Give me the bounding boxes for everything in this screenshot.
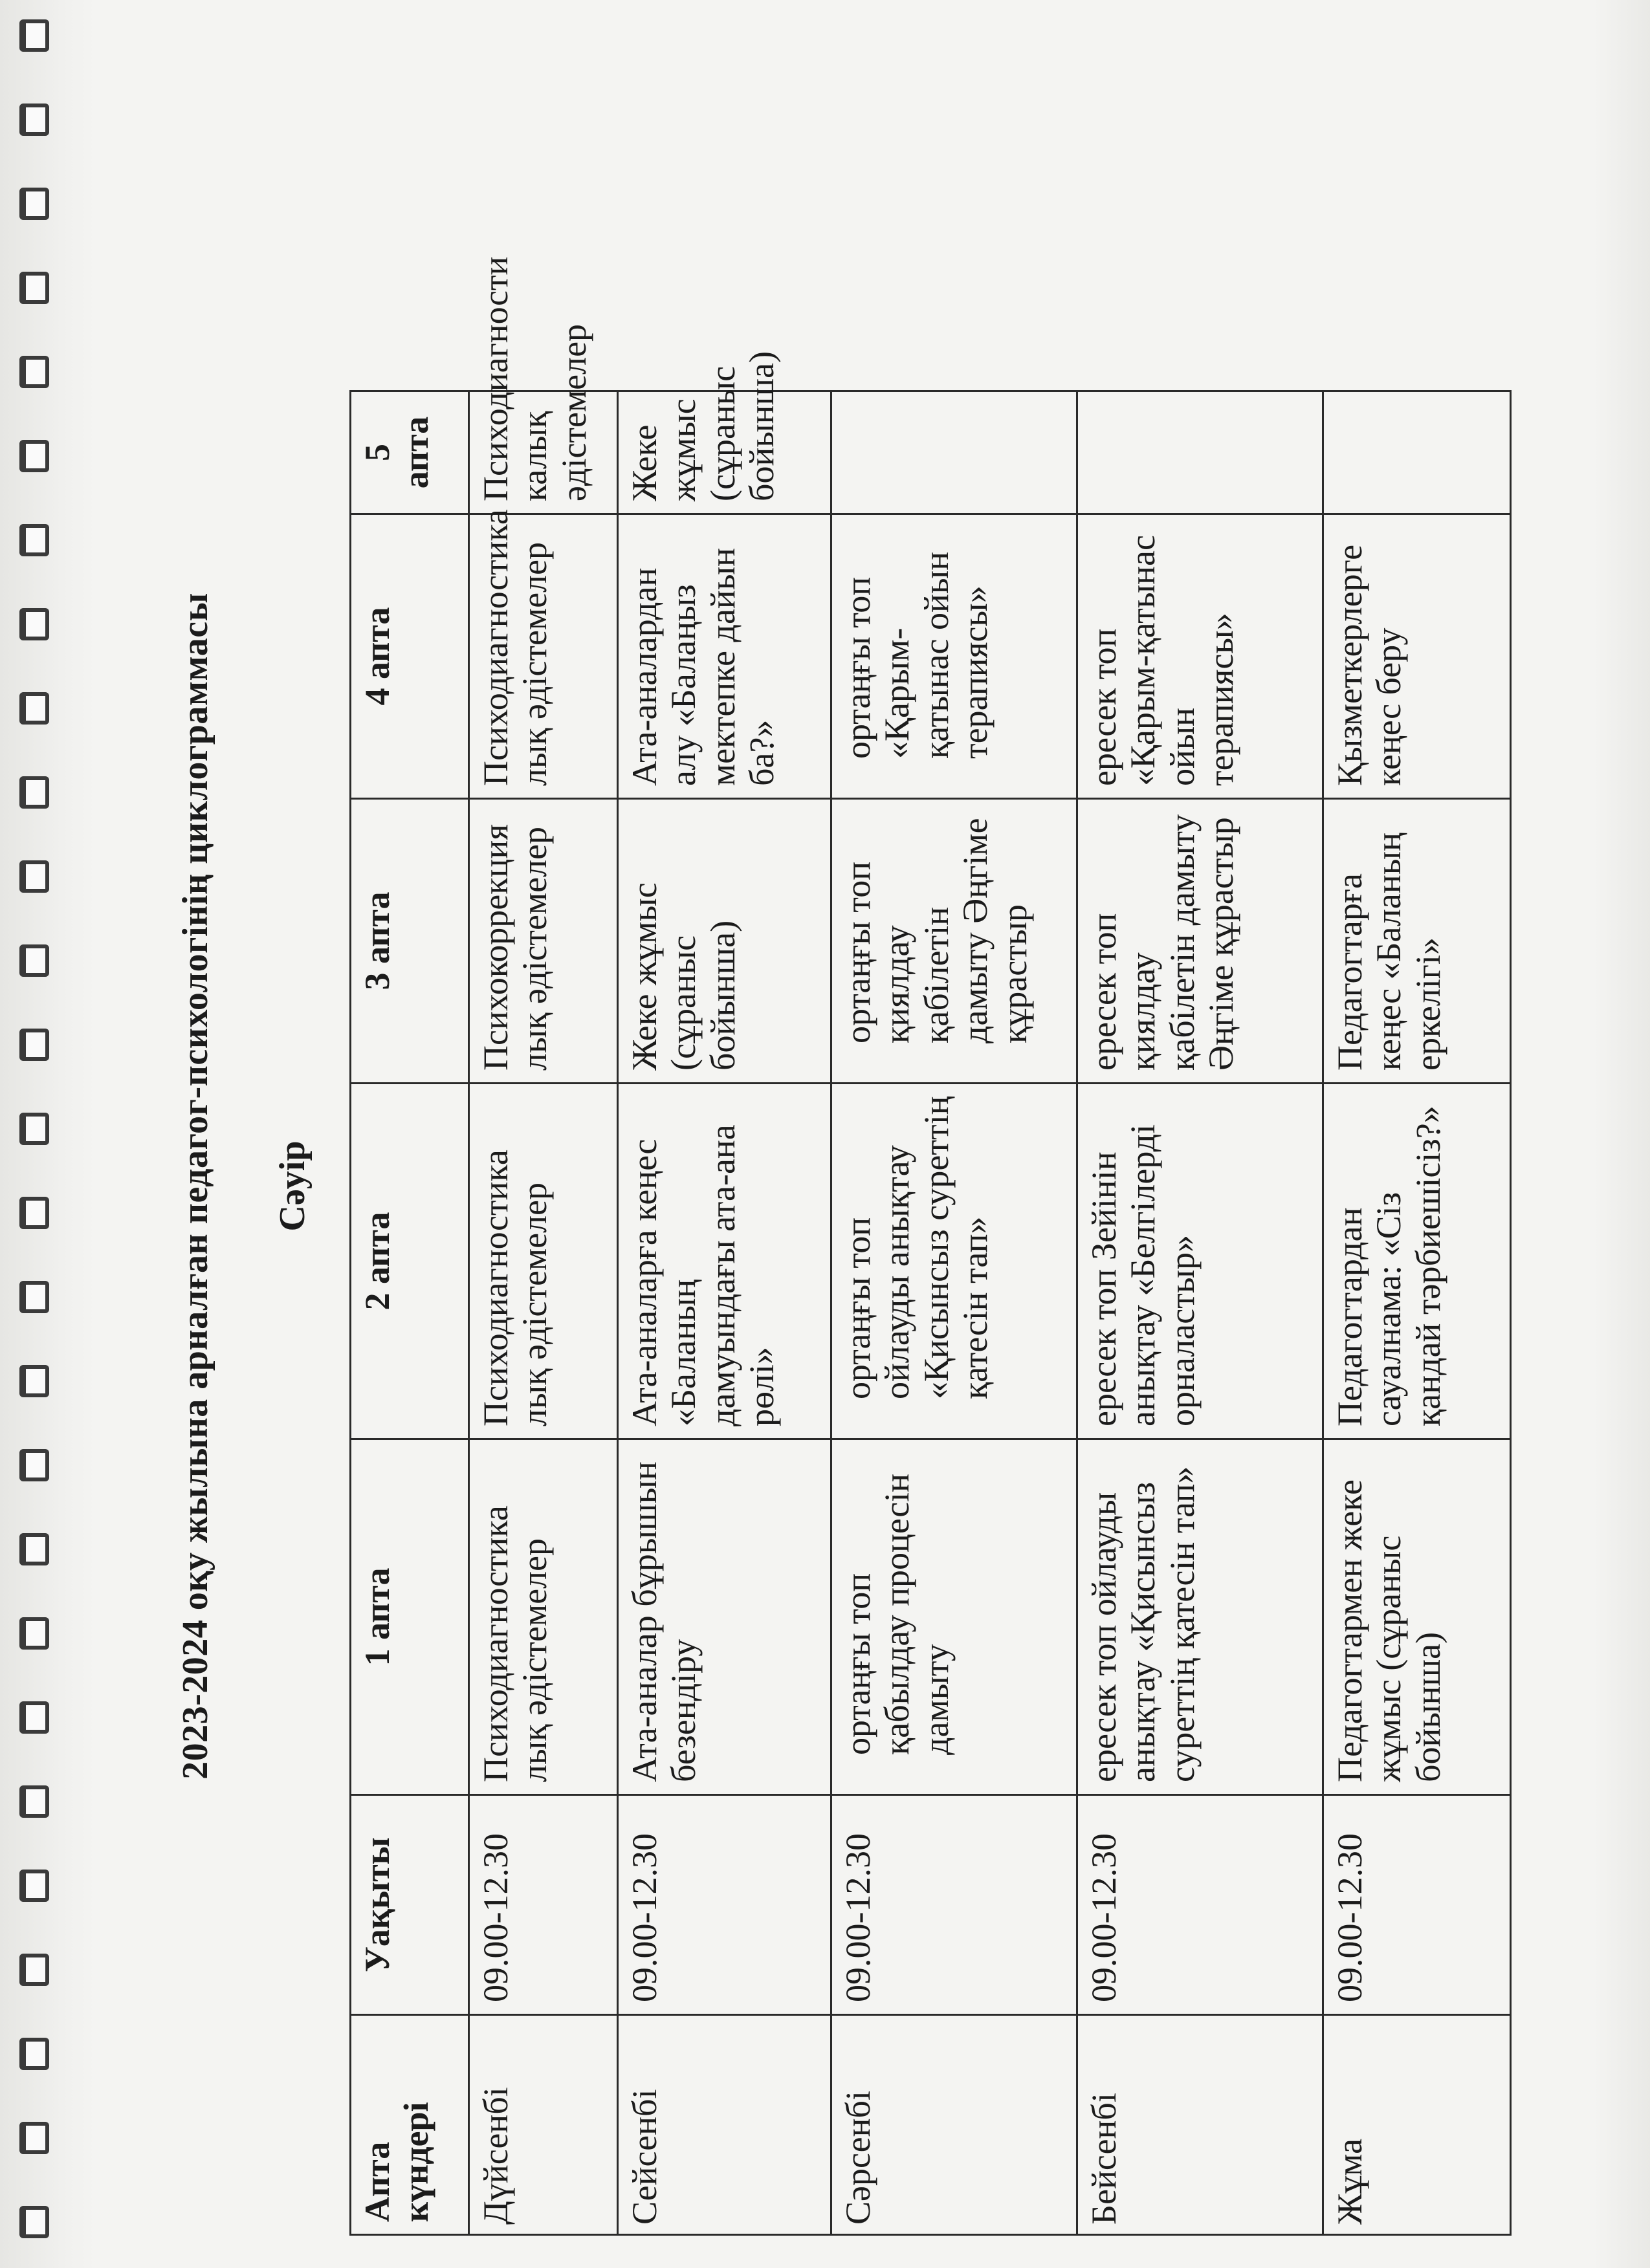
week-cell: ересек топ ойлауды анықтау «Қисынсыз суреттің қатесін тап» — [1077, 1439, 1323, 1795]
document-sheet — [162, 104, 1514, 2268]
binding-ring — [19, 1365, 49, 1397]
binding-ring — [19, 1617, 49, 1650]
month-heading: Сәуір — [272, 1140, 313, 1232]
time-cell: 09.00-12.30 — [1077, 1795, 1323, 2015]
schedule-table — [349, 256, 1512, 2236]
week-cell: Жеке жұмыс (сұраныс бойынша) — [618, 391, 831, 514]
week-cell: Психодиагностика лық әдістемелер — [469, 514, 618, 799]
binding-ring — [19, 1785, 49, 1818]
day-cell: Жұма — [1323, 2015, 1511, 2235]
week-cell — [1323, 391, 1511, 514]
binding-ring — [19, 356, 49, 388]
binding-ring — [19, 1449, 49, 1481]
week-cell — [1077, 391, 1323, 514]
header-cell: Апта күндері — [351, 2015, 469, 2235]
document-title: 2023-2024 оқу жылына арналған педагог-психологінің циклограммасы — [175, 593, 215, 1780]
binding-ring — [19, 1701, 49, 1734]
week-cell: Психокоррекция лық әдістемелер — [469, 799, 618, 1084]
week-cell: ересек топ Зейінін анықтау «Белгілерді орналастыр» — [1077, 1084, 1323, 1439]
week-cell: Педагогтармен жеке жұмыс (сұраныс бойынша) — [1323, 1439, 1511, 1795]
header-cell: Уақыты — [351, 1795, 469, 2015]
binding-ring — [19, 1954, 49, 1986]
time-cell: 09.00-12.30 — [618, 1795, 831, 2015]
day-cell: Сейсенбі — [618, 2015, 831, 2235]
binding-ring — [19, 19, 49, 52]
week-cell: Ата-аналар бұрышын безендіру — [618, 1439, 831, 1795]
binding-ring — [19, 524, 49, 556]
binding-ring — [19, 776, 49, 809]
week-cell: ортаңғы топ ойлауды анықтау «Қисынсыз суреттің қатесін тап» — [831, 1084, 1077, 1439]
week-cell — [831, 391, 1077, 514]
binding-ring — [19, 2122, 49, 2154]
week-cell: ересек топ «Қарым-қатынас ойын терапиясы» — [1077, 514, 1323, 799]
header-cell: 1 апта — [351, 1439, 469, 1795]
week-cell: Қызметкерлерге кеңес беру — [1323, 514, 1511, 799]
week-cell: Психодиагностика лық әдістемелер — [469, 1084, 618, 1439]
binding-ring — [19, 440, 49, 472]
binding-ring — [19, 860, 49, 893]
table-row — [618, 391, 831, 2235]
table-row — [469, 391, 618, 2235]
table-row — [831, 391, 1077, 2235]
binding-ring — [19, 1870, 49, 1902]
week-cell: Жеке жұмыс (сұраныс бойынша) — [618, 799, 831, 1084]
table-row — [1077, 391, 1323, 2235]
binding-spine — [0, 0, 97, 2268]
table-header-row — [351, 391, 469, 2235]
binding-ring — [19, 2038, 49, 2070]
page-edge — [1593, 0, 1650, 2268]
time-cell: 09.00-12.30 — [469, 1795, 618, 2015]
binding-ring — [19, 1029, 49, 1061]
week-cell: ортаңғы топ «Қарым-қатынас ойын терапиясы» — [831, 514, 1077, 799]
week-cell: ортаңғы топ қиялдау қабілетін дамыту Әңгіме құрастыр — [831, 799, 1077, 1084]
header-cell: 5 апта — [351, 391, 469, 514]
binding-ring — [19, 1533, 49, 1565]
binding-ring — [19, 272, 49, 304]
binding-ring — [19, 692, 49, 725]
header-cell: 3 апта — [351, 799, 469, 1084]
week-cell: Ата-аналардан алу «Балаңыз мектепке дайын ба?» — [618, 514, 831, 799]
week-cell: Ата-аналарға кеңес «Баланың дамуындағы ата-ана рөлі» — [618, 1084, 831, 1439]
binding-ring — [19, 1197, 49, 1229]
week-cell: ересек топ қиялдау қабілетін дамыту Әңгіме құрастыр — [1077, 799, 1323, 1084]
week-cell: Педагогтардан сауалнама: «Сіз қандай тәрбиешісіз?» — [1323, 1084, 1511, 1439]
binding-ring — [19, 188, 49, 220]
binding-ring — [19, 104, 49, 136]
time-cell: 09.00-12.30 — [1323, 1795, 1511, 2015]
week-cell: ортаңғы топ қабылдау процесін дамыту — [831, 1439, 1077, 1795]
time-cell: 09.00-12.30 — [831, 1795, 1077, 2015]
binding-ring — [19, 1113, 49, 1145]
day-cell: Дүйсенбі — [469, 2015, 618, 2235]
week-cell: Психодиагностика лық әдістемелер — [469, 1439, 618, 1795]
header-cell: 4 апта — [351, 514, 469, 799]
table-row — [1323, 391, 1511, 2235]
day-cell: Бейсенбі — [1077, 2015, 1323, 2235]
week-cell: Педагогтарға кеңес «Баланың еркелігі» — [1323, 799, 1511, 1084]
binding-ring — [19, 2206, 49, 2238]
binding-ring — [19, 944, 49, 977]
binding-ring — [19, 608, 49, 640]
week-cell: Психодиагности калық әдістемелер — [469, 391, 618, 514]
day-cell: Сәрсенбі — [831, 2015, 1077, 2235]
header-cell: 2 апта — [351, 1084, 469, 1439]
binding-ring — [19, 1281, 49, 1313]
